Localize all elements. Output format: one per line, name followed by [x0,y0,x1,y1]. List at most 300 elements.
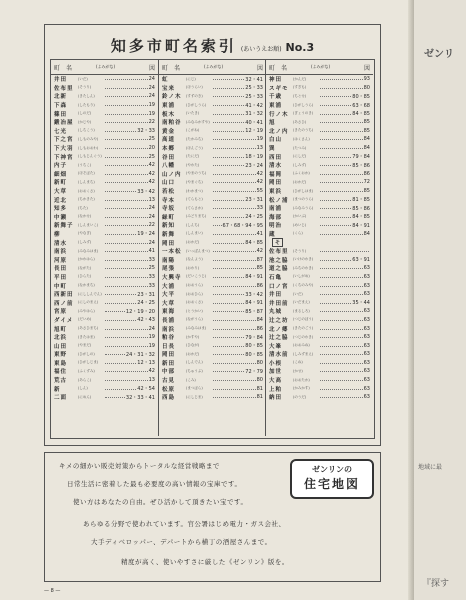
town-reading: (きたしん) [78,93,95,98]
leader-dots [320,188,363,192]
index-row [159,135,266,144]
map-page: 72・79 [245,368,263,375]
index-row [159,247,266,256]
map-page: 20 [148,145,155,152]
town-name: 西島 [162,395,176,402]
town-name: 南浦 [269,206,283,213]
town-reading: (やわた) [186,162,200,167]
town-reading: (いしがめ) [293,274,310,279]
index-row [159,127,266,136]
map-page: 25 [148,153,155,160]
map-page: 81 [256,385,263,392]
map-page: 63・68 [352,102,370,109]
map-page: 19・24 [137,231,155,238]
town-name: 高道 [162,137,176,144]
index-row [266,127,373,136]
town-name: 北新 [54,94,68,101]
town-reading: (たかみち) [186,136,203,141]
map-page: 81・85 [352,197,370,204]
town-name: 山ノ内 [162,171,182,178]
index-row [159,118,266,127]
town-name: 東島 [54,360,68,367]
index-row [266,75,373,84]
leader-dots [105,300,136,304]
index-row [266,281,373,290]
facing-bottom-text: 『探す [422,579,450,589]
leader-dots [320,283,363,287]
town-name: 東浦 [269,103,283,110]
town-name: 寺坂 [162,206,176,213]
leader-dots [105,394,125,398]
town-reading: (しのだ) [78,111,92,116]
index-row [266,290,373,299]
index-row [266,376,373,385]
town-name: 神田 [269,77,283,84]
town-reading: (したもり) [78,102,95,107]
index-row [159,359,266,368]
leader-dots [105,93,148,97]
map-page: 63 [363,282,370,289]
map-page: 19 [148,102,155,109]
town-name: 八幡 [162,163,176,170]
town-name: 池之脇 [269,257,289,264]
leader-dots [213,214,244,218]
leader-dots [320,205,351,209]
town-reading: (いたき) [186,111,200,116]
map-page: 25 [148,265,155,272]
map-page: 79・84 [352,154,370,161]
town-name: 大平 [162,292,176,299]
leader-dots [213,240,244,244]
leader-dots [320,214,351,218]
index-row [51,298,158,307]
leader-dots [105,102,148,106]
map-page: 84 [256,316,263,323]
town-reading: (めいじ) [293,222,307,227]
map-page: 84・91 [245,300,263,307]
leader-dots [213,386,256,390]
leader-dots [213,197,244,201]
town-reading: (かすや) [186,334,200,339]
map-page: 63 [363,359,370,366]
leader-dots [105,257,148,261]
town-reading: (ひらた) [78,274,92,279]
town-reading: (おおくさ) [186,300,203,305]
leader-dots [105,205,148,209]
zenrin-logo [290,459,374,499]
town-name: ダイメ [54,317,74,324]
town-name: 日長 [162,343,176,350]
leader-dots [213,265,256,269]
town-name: 岡田 [269,180,283,187]
town-reading: (おおうら) [186,283,203,288]
map-page: 86 [363,170,370,177]
index-row [266,350,373,359]
town-reading: (こみ) [186,377,196,382]
index-row [159,264,266,273]
town-reading: (しもおおわ) [78,145,99,150]
town-name: 佐布里 [269,249,289,256]
town-name: 緑町 [162,214,176,221]
index-row [159,170,266,179]
map-page: 24 [148,84,155,91]
town-reading: (かんだ) [293,76,307,81]
leader-dots [213,188,256,192]
leader-dots [105,188,136,192]
town-name: 井田 [269,292,283,299]
town-reading: (まつばら) [186,386,203,391]
town-name: 宮原 [54,309,68,316]
town-name: 岡田 [162,240,176,247]
town-name: 南浜 [54,249,68,256]
leader-dots [213,205,256,209]
leader-dots [213,317,256,321]
town-reading: (おかだ) [186,351,200,356]
index-row [51,135,158,144]
leader-dots [105,377,148,381]
town-name: 大興寺 [162,274,182,281]
map-page: 80・85 [352,93,370,100]
town-reading: (だいこうじ) [186,274,207,279]
town-name: 海部 [269,214,283,221]
town-reading: (やまのうち) [186,171,207,176]
leader-dots [105,283,148,287]
map-page: 33 [148,282,155,289]
map-page: 80 [363,84,370,91]
leader-dots [213,179,256,183]
index-row [51,290,158,299]
index-row [159,341,266,350]
town-reading: (やなぎ) [78,231,92,236]
leader-dots [320,222,351,226]
town-reading: (みなみはま) [186,326,207,331]
map-page: 80 [256,377,263,384]
leader-dots [213,394,256,398]
leader-dots [105,334,148,338]
index-row [266,264,373,273]
index-row [51,376,158,385]
leader-dots [320,145,363,149]
index-row [159,204,266,213]
town-name: 旭町 [54,326,68,333]
town-name: 長田 [54,266,68,273]
index-table [50,59,375,439]
index-row [266,144,373,153]
leader-dots [105,197,148,201]
town-name: 南浜 [162,326,176,333]
town-name: 黄金 [162,128,176,135]
ad-line: キメの細かい販売対策からトータルな経営戦略まで [59,462,220,470]
index-row [159,307,266,316]
index-row [266,324,373,333]
leader-dots [105,351,125,355]
section-mark: そ [272,238,283,247]
leader-dots [320,300,351,304]
map-page: 23・31 [137,291,155,298]
town-name: 清水 [54,240,68,247]
leader-dots [105,154,148,158]
leader-dots [105,308,125,312]
index-row [159,152,266,161]
leader-dots [213,128,244,132]
index-row [159,316,266,325]
index-row [51,178,158,187]
town-name: 鍛冶屋 [54,120,74,127]
town-reading: (ながた) [78,265,92,270]
town-name: 新町 [54,180,68,187]
map-page: 42 [148,162,155,169]
town-name: 北ノ郷 [269,326,289,333]
index-row [51,195,158,204]
map-page: 85 [363,119,370,126]
index-row [51,273,158,282]
map-page: 63 [363,351,370,358]
index-row [159,101,266,110]
leader-dots [213,145,256,149]
index-row [159,92,266,101]
map-page: 41 [256,230,263,237]
index-row [51,324,158,333]
index-row [51,238,158,247]
map-page: 84・85 [352,214,370,221]
town-reading: (しちこう) [78,128,95,133]
town-name: 福住 [54,369,68,376]
index-row [51,264,158,273]
index-row [266,195,373,204]
map-page: 63 [363,273,370,280]
town-name: 新舞 [162,231,176,238]
town-name: 谷田 [162,154,176,161]
town-name: 板木 [162,111,176,118]
index-row [51,350,158,359]
index-row [51,393,158,402]
town-name: 白山 [269,137,283,144]
town-reading: (ふくずみ) [78,368,95,373]
map-page: 63 [363,291,370,298]
town-reading: (ひなが) [186,343,200,348]
town-reading: (おおひら) [186,291,203,296]
map-page: 19 [148,334,155,341]
map-page: 63 [363,394,370,401]
leader-dots [105,343,148,347]
leader-dots [105,368,148,372]
leader-dots [320,308,363,312]
map-page: 22 [148,222,155,229]
leader-dots [320,368,363,372]
town-name: 七光 [54,128,68,135]
ad-line: 精度が高く、使いやすさに厳した《ゼンリン》版を。 [121,558,289,566]
leader-dots [320,85,363,89]
town-reading: (みどりまち) [186,214,207,219]
town-name: 下森 [54,103,68,110]
column-header [51,60,158,75]
index-row [266,255,373,264]
map-page: 63 [363,316,370,323]
town-name: 古見 [162,378,176,385]
town-reading: (なんよう) [186,257,203,262]
map-page: 85・87 [245,308,263,315]
leader-dots [320,386,363,390]
header-reading: (よみがな) [311,64,331,69]
map-page: 23・31 [245,197,263,204]
town-name: 知多 [54,206,68,213]
map-page: 40・41 [245,119,263,126]
town-name: 石亀 [269,274,283,281]
map-page: 31・32 [245,111,263,118]
town-name: スギモ [269,85,289,92]
leader-dots [320,171,363,175]
town-reading: (いけのわき) [293,257,314,262]
index-row [51,255,158,264]
town-reading: (ほんごう) [186,145,203,150]
town-reading: (こね) [293,360,303,365]
leader-dots [105,222,148,226]
leader-dots [213,119,244,123]
column-header [266,60,373,75]
map-page: 19 [148,342,155,349]
index-row [266,298,373,307]
map-page: 55 [256,188,263,195]
town-reading: (しみず) [293,162,307,167]
index-row [159,221,266,230]
leader-dots [320,179,363,183]
index-row [51,281,158,290]
index-row [159,255,266,264]
index-row [51,316,158,325]
header-name: 町 名 [269,64,288,72]
index-row [266,187,373,196]
index-column [158,60,266,436]
title-number: No.3 [285,41,315,54]
zenrin-ad [44,452,381,582]
facing-top-text: ゼンリ [424,49,454,60]
map-page: 33・42 [137,188,155,195]
leader-dots [105,145,148,149]
town-reading: (ちゅうぶ) [186,368,203,373]
index-row [51,170,158,179]
map-page: 18・19 [245,154,263,161]
leader-dots [320,128,363,132]
map-page: 19 [148,110,155,117]
index-frame [44,24,381,446]
index-row [159,350,266,359]
town-name: 若松 [162,189,176,196]
map-page: 41 [148,248,155,255]
town-reading: (きたのうち) [293,128,314,133]
town-name: 東浜 [269,189,283,196]
leader-dots [320,377,363,381]
leader-dots [213,360,256,364]
header-name: 町 名 [54,64,73,72]
map-page: 84 [363,230,370,237]
leader-dots [105,214,148,218]
town-name: 粕谷 [162,335,176,342]
map-page: 72 [363,179,370,186]
town-reading: (かみかす) [293,386,310,391]
town-reading: (にしじま) [186,394,203,399]
town-reading: (おおくさ) [78,188,95,193]
town-name: 柳 [54,231,61,238]
town-name: 新知 [162,223,176,230]
town-name: 北浜 [54,335,68,342]
map-page: 19 [256,136,263,143]
leader-dots [320,334,363,338]
town-name: 大峯 [269,343,283,350]
leader-dots [213,343,244,347]
map-page: 12・19 [245,128,263,135]
leader-dots [320,154,351,158]
town-reading: (なかせ) [78,214,92,219]
map-page: 93 [363,76,370,83]
town-name: 西新田 [54,292,74,299]
leader-dots [213,300,244,304]
map-page: 23・24 [245,162,263,169]
leader-dots [320,76,363,80]
town-name: 小根 [269,360,283,367]
index-row [266,273,373,282]
index-row [159,367,266,376]
index-row [159,333,266,342]
index-row [159,324,266,333]
index-row [159,290,266,299]
map-page: 63 [363,377,370,384]
index-row [159,75,266,84]
ad-line: 使い方はあなたの自由。ぜひ活かして頂きたい宝です。 [73,498,248,506]
town-reading: (にしのまえ) [78,300,99,305]
map-page: 63 [363,385,370,392]
town-name: 新舞子 [54,223,74,230]
map-page: 85 [363,127,370,134]
town-reading: (しんまいこ) [78,222,99,227]
town-name: 荒古 [54,378,68,385]
index-row [51,359,158,368]
map-page: 84・91 [352,222,370,229]
header-name: 町 名 [162,64,181,72]
ad-line: 大手ディベロッパー、デパートから横丁の酒屋さんまで。 [91,538,272,546]
town-reading: (しもじんぐう) [78,154,102,159]
index-row [266,84,373,93]
map-page: 86 [256,325,263,332]
town-reading: (やまぐち) [186,179,203,184]
map-page: 85 [256,265,263,272]
town-reading: (ちとせ) [293,93,307,98]
index-row [159,161,266,170]
index-row [266,359,373,368]
leader-dots [105,179,148,183]
map-page: 25 [148,136,155,143]
map-page: 12・13 [137,360,155,367]
town-name: 井田前 [269,300,289,307]
leader-dots [320,248,369,252]
index-row [159,384,266,393]
town-name: 北ノ内 [269,128,289,135]
map-page: 13 [148,196,155,203]
map-page: 85 [363,188,370,195]
town-name: 納田 [269,395,283,402]
town-reading: (おかだ) [293,179,307,184]
map-page: 22 [148,119,155,126]
leader-dots [105,265,148,269]
index-row [159,178,266,187]
leader-dots [213,85,244,89]
town-reading: (そうり) [78,85,92,90]
town-reading: (のうだ) [293,394,307,399]
index-row [51,152,158,161]
town-reading: (かせ) [293,368,303,373]
town-reading: (みなみはま) [78,248,99,253]
leader-dots [105,85,148,89]
header-page: 図 [363,64,370,72]
